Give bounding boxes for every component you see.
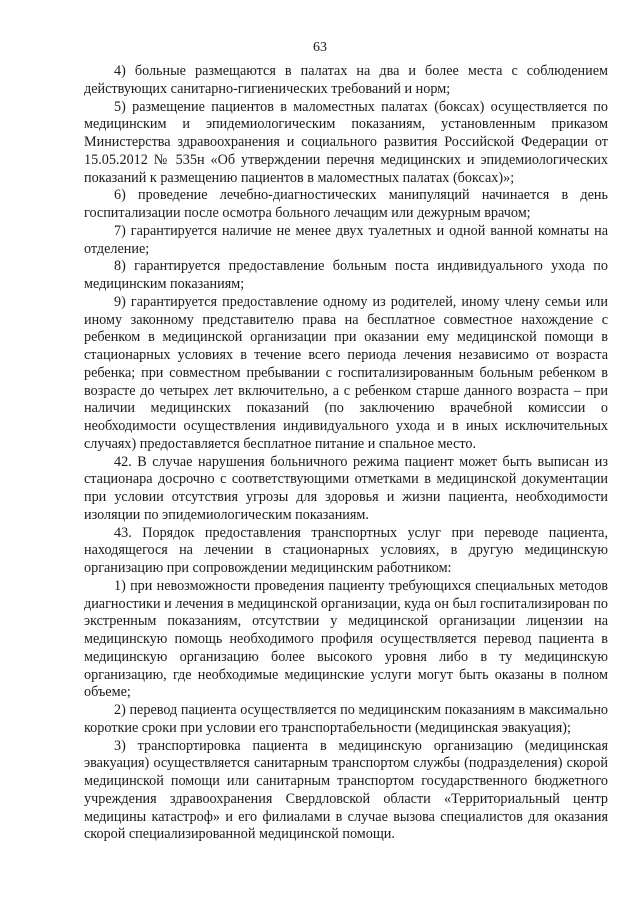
clause-43-item-3: 3) транспортировка пациента в медицинскую организацию (медицинская эвакуация) осуществляется санитарным транспортом службы (подразделения) скорой медицинской помощи или санитарным транспортом государственного бюджетного учреждения здравоохранения Свердловской области «Территориальный центр медицины катастроф» и его филиалами в случае вызова специалистов для оказания скорой специализированной медицинской помощи. <box>84 737 608 843</box>
page-number: 63 <box>313 40 327 55</box>
clause-43-item-1: 1) при невозможности проведения пациенту требующихся специальных методов диагностики и лечения в медицинской организации, куда он был госпитализирован по экстренным показаниям, отсутствии у медицинской организации лицензии на медицинскую помощь необходимого профиля осуществляется перевод пациента в медицинскую организацию более высокого уровня либо в ту медицинскую организацию, где необходимые медицинские услуги могут быть оказаны в полном объеме; <box>84 577 608 701</box>
clause-43-transport-services: 43. Порядок предоставления транспортных услуг при переводе пациента, находящегося на лечении в стационарных условиях, в другую медицинскую организацию при сопровождении медицинским работником: <box>84 524 608 576</box>
item-5-small-wards: 5) размещение пациентов в маломестных палатах (боксах) осуществляется по медицинским и эпидемиологическим показаниям, установленным приказом Министерства здравоохранения и социального развития Российской Федерации от 15.05.2012 № 535н «Об утверждении перечня медицинских и эпидемиологических показаний к размещению пациентов в маломестных палатах (боксах)»; <box>84 98 608 186</box>
document-body <box>84 63 608 844</box>
clause-43-item-2: 2) перевод пациента осуществляется по медицинским показаниям в максимально короткие сроки при условии его транспортабельности (медицинская эвакуация); <box>84 702 608 736</box>
item-8-individual-care: 8) гарантируется предоставление больным поста индивидуального ухода по медицинским показаниям; <box>84 258 608 292</box>
item-4-bed-placement: 4) больные размещаются в палатах на два и более места с соблюдением действующих санитарно-гигиенических требований и норм; <box>84 63 608 97</box>
item-6-diagnostics-start: 6) проведение лечебно-диагностических манипуляций начинается в день госпитализации после осмотра больного лечащим или дежурным врачом; <box>84 187 608 221</box>
clause-42-early-discharge: 42. В случае нарушения больничного режима пациент может быть выписан из стационара досрочно с соответствующими отметками в медицинской документации при условии отсутствия угрозы для здоровья и жизни пациента, необходимости изоляции по эпидемиологическим показаниям. <box>84 453 608 523</box>
item-7-bathrooms: 7) гарантируется наличие не менее двух туалетных и одной ванной комнаты на отделение; <box>84 222 608 257</box>
item-9-parent-stay: 9) гарантируется предоставление одному из родителей, иному члену семьи или иному законному представителю права на бесплатное совместное нахождение с ребенком в медицинской организации при оказании ему медицинской помощи в стационарных условиях в течение всего периода лечения независимо от возраста ребенка; при совместном пребывании с госпитализированным больным ребенком в возрасте до четырех лет включительно, а с ребенком старше данного возраста – при наличии медицинских показаний (по заключению врачебной комиссии о необходимости осуществления индивидуального ухода и в иных исключительных случаях) предоставляется бесплатное питание и спальное место. <box>84 293 608 452</box>
